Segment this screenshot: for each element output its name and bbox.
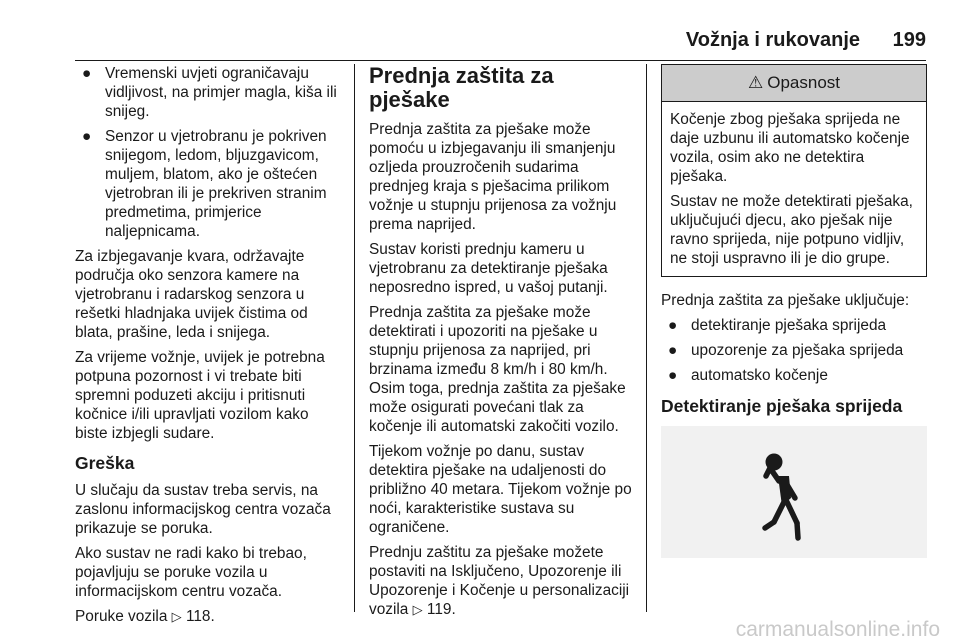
- paragraph: Za izbjegavanje kvara, održavajte područja oko senzora kamere na vjetrobranu i radarskog senzora u rešetki hladnjaka uvijek čistima od blata, prašine, leda i snijega.: [75, 248, 308, 341]
- feature-list: [661, 316, 927, 385]
- paragraph: Sustav koristi prednju kameru u vjetrobranu za detektiranje pješaka neposredno ispred, u vašoj putanji.: [369, 241, 608, 296]
- column-divider: [354, 64, 355, 612]
- bullet-icon: ●: [668, 367, 678, 384]
- page-ref-icon: ▷: [412, 602, 423, 617]
- list-item: ● automatsko kočenje: [668, 367, 828, 384]
- warning-text: Sustav ne može detektirati pješaka, uključujući djecu, ako pješak nije ravno sprijeda, nije potpuno vidljiv, ne stoji uspravno ili je dio grupe.: [670, 193, 913, 267]
- paragraph: Ako sustav ne radi kako bi trebao, pojavljuju se poruke vozila u informacijskom centru vozača.: [75, 545, 307, 600]
- column-right: [661, 64, 927, 558]
- warning-header: [662, 65, 926, 102]
- warning-text: Kočenje zbog pješaka sprijeda ne daje uzbunu ili automatsko kočenje vozila, osim ako ne detektira pješaka.: [670, 111, 910, 185]
- paragraph: Prednja zaštita za pješake može pomoću u izbjegavanju ili smanjenju ozljeda prouzročenih sudarima prednjeg kraja s pješacima prilikom vožnje u stupnju prijenosa za vožnju prema naprijed.: [369, 121, 617, 233]
- bullet-icon: ●: [668, 317, 678, 334]
- paragraph: Za vrijeme vožnje, uvijek je potrebna potpuna pozornost i vi trebate biti spremni poduzeti akciju i pritisnuti kočnice i/ili upravljati vozilom kako biste izbjegli sudare.: [75, 349, 325, 442]
- list-item: ● Senzor u vjetrobranu je pokriven snijegom, ledom, bljuzgavicom, muljem, blatom, ako je oštećen vjetrobran ili je prekriven stranim predmetima, primjerice naljepnicama.: [82, 128, 327, 240]
- column-middle: [369, 64, 635, 625]
- page-header: [75, 12, 926, 51]
- warning-box: [661, 64, 927, 277]
- column-divider: [646, 64, 647, 612]
- bullet-icon: ●: [82, 128, 92, 145]
- paragraph: Prednja zaštita za pješake uključuje:: [661, 292, 910, 309]
- pedestrian-icon: [661, 426, 927, 558]
- warning-body: [662, 102, 926, 276]
- warning-title: Opasnost: [767, 73, 840, 92]
- section-title: Vožnja i rukovanje: [685, 29, 860, 51]
- column-left: [75, 64, 343, 632]
- paragraph: Prednja zaštita za pješake može detektirati i upozoriti na pješake u stupnju prijenosa za naprijed, pri brzinama između 8 km/h i 80 km/h. Osim toga, prednja zaštita za pješake može osigurati povećani tlak za kočenje ili automatski zakočiti vozilo.: [369, 304, 626, 435]
- section-heading: Greška: [75, 453, 135, 473]
- paragraph: Prednju zaštitu za pješake možete postaviti na Isključeno, Upozorenje ili Upozorenje i Kočenje u personalizaciji vozila ▷ 119.: [369, 544, 630, 618]
- page-ref-link[interactable]: 118.: [185, 608, 215, 625]
- header-rule: [75, 60, 926, 61]
- page-number: 199: [892, 29, 926, 51]
- list-item: ● detektiranje pješaka sprijeda: [668, 317, 887, 334]
- page-ref-link[interactable]: 119.: [426, 601, 456, 618]
- list-item: ● Vremenski uvjeti ograničavaju vidljivost, na primjer magla, kiša ili snijeg.: [82, 65, 337, 120]
- condition-list: [75, 64, 343, 241]
- subsection-heading: Detektiranje pješaka sprijeda: [661, 396, 903, 416]
- warning-icon: ⚠: [747, 73, 764, 92]
- paragraph: U slučaju da sustav treba servis, na zaslonu informacijskog centra vozača prikazuje se poruka.: [75, 482, 331, 537]
- bullet-icon: ●: [82, 65, 92, 82]
- watermark: carmanualsonline.info: [735, 618, 940, 641]
- main-heading: Prednja zaštita za pješake: [369, 63, 554, 112]
- bullet-icon: ●: [668, 342, 678, 359]
- list-item: ● upozorenje za pješaka sprijeda: [668, 342, 904, 359]
- page-ref-icon: ▷: [171, 609, 182, 624]
- paragraph: Tijekom vožnje po danu, sustav detektira pješake na udaljenosti do približno 40 metara. Tijekom vožnje po noći, karakteristike sustava su ograničene.: [369, 443, 632, 536]
- pedestrian-figure: [661, 426, 927, 558]
- paragraph: Poruke vozila ▷ 118.: [75, 608, 215, 625]
